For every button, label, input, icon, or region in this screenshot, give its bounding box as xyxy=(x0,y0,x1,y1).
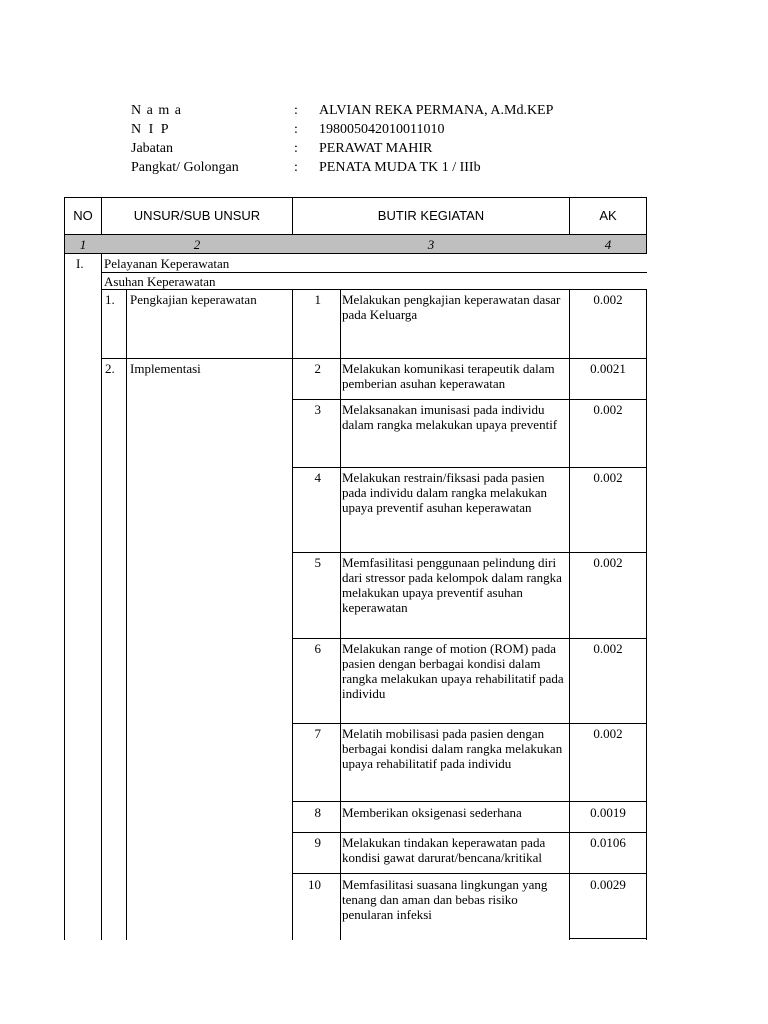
row-activity: Melakukan pengkajian keperawatan dasar pada Keluarga xyxy=(342,292,561,322)
header-no: NO xyxy=(73,208,93,223)
index-col-3: 3 xyxy=(427,237,435,252)
row-ak: 0.0019 xyxy=(590,805,626,820)
row-ak: 0.0106 xyxy=(590,835,626,850)
row-number: 2 xyxy=(314,361,321,376)
pangkat-label: Pangkat/ Golongan xyxy=(131,160,239,175)
row-number: 7 xyxy=(314,726,321,741)
row-activity: Melakukan tindakan keperawatan pada kondisi gawat darurat/bencana/kritikal xyxy=(342,835,546,865)
row-ak: 0.0029 xyxy=(590,877,626,892)
group-no-2: 2. xyxy=(105,361,115,376)
row-activity: Memberikan oksigenasi sederhana xyxy=(342,805,522,820)
group-no-1: 1. xyxy=(105,292,115,307)
jabatan-value: PERAWAT MAHIR xyxy=(319,141,433,156)
header-unsur: UNSUR/SUB UNSUR xyxy=(133,208,261,223)
name-value: ALVIAN REKA PERMANA, A.Md.KEP xyxy=(319,103,554,118)
row-ak: 0.002 xyxy=(593,555,623,570)
index-col-1: 1 xyxy=(79,237,87,252)
index-col-2: 2 xyxy=(193,237,201,252)
row-activity: Melaksanakan imunisasi pada individu dalam rangka melakukan upaya preventif xyxy=(342,402,558,432)
row-number: 6 xyxy=(314,641,321,656)
row-ak: 0.002 xyxy=(593,402,623,417)
header-ak: AK xyxy=(599,208,617,223)
row-number: 5 xyxy=(314,555,321,570)
row-ak: 0.002 xyxy=(593,292,623,307)
row-activity: Melakukan restrain/fiksasi pada pasien pada individu dalam rangka melakukan upaya preventif asuhan keperawatan xyxy=(342,470,548,515)
row-ak: 0.002 xyxy=(593,641,623,656)
nip-value: 198005042010011010 xyxy=(319,122,445,137)
row-activity: Memfasilitasi penggunaan pelindung diri dari stressor pada kelompok dalam rangka melakukan upaya preventif asuhan keperawatan xyxy=(342,555,562,615)
section-title: Pelayanan Keperawatan xyxy=(104,256,230,271)
group-label-2: Implementasi xyxy=(130,361,201,376)
row-activity: Memfasilitasi suasana lingkungan yang tenang dan aman dan bebas risiko penularan infeksi xyxy=(342,877,548,922)
row-ak: 0.0021 xyxy=(590,361,626,376)
pangkat-colon: : xyxy=(294,160,298,175)
index-col-4: 4 xyxy=(604,237,612,252)
row-activity: Melatih mobilisasi pada pasien dengan berbagai kondisi dalam rangka melakukan upaya rehabilitatif pada individu xyxy=(342,726,563,771)
group-label-1: Pengkajian keperawatan xyxy=(130,292,257,307)
nip-label: N I P xyxy=(131,122,171,137)
row-activity: Melakukan komunikasi terapeutik dalam pemberian asuhan keperawatan xyxy=(342,361,555,391)
header-butir: BUTIR KEGIATAN xyxy=(377,208,485,223)
section-no: I. xyxy=(76,256,84,271)
subsection-title: Asuhan Keperawatan xyxy=(104,274,216,289)
row-number: 1 xyxy=(314,292,321,307)
row-ak: 0.002 xyxy=(593,470,623,485)
name-label: N a m a xyxy=(131,103,182,118)
row-number: 3 xyxy=(314,402,321,417)
row-number: 8 xyxy=(314,805,321,820)
jabatan-colon: : xyxy=(294,141,298,156)
name-colon: : xyxy=(294,103,298,118)
nip-colon: : xyxy=(294,122,298,137)
row-activity: Melakukan range of motion (ROM) pada pasien dengan berbagai kondisi dalam rangka melakukan upaya rehabilitatif pada individu xyxy=(342,641,564,701)
row-number: 10 xyxy=(308,877,321,892)
row-ak: 0.002 xyxy=(593,726,623,741)
row-number: 4 xyxy=(314,470,321,485)
row-number: 9 xyxy=(314,835,321,850)
pangkat-value: PENATA MUDA TK 1 / IIIb xyxy=(319,160,481,175)
jabatan-label: Jabatan xyxy=(131,141,173,156)
